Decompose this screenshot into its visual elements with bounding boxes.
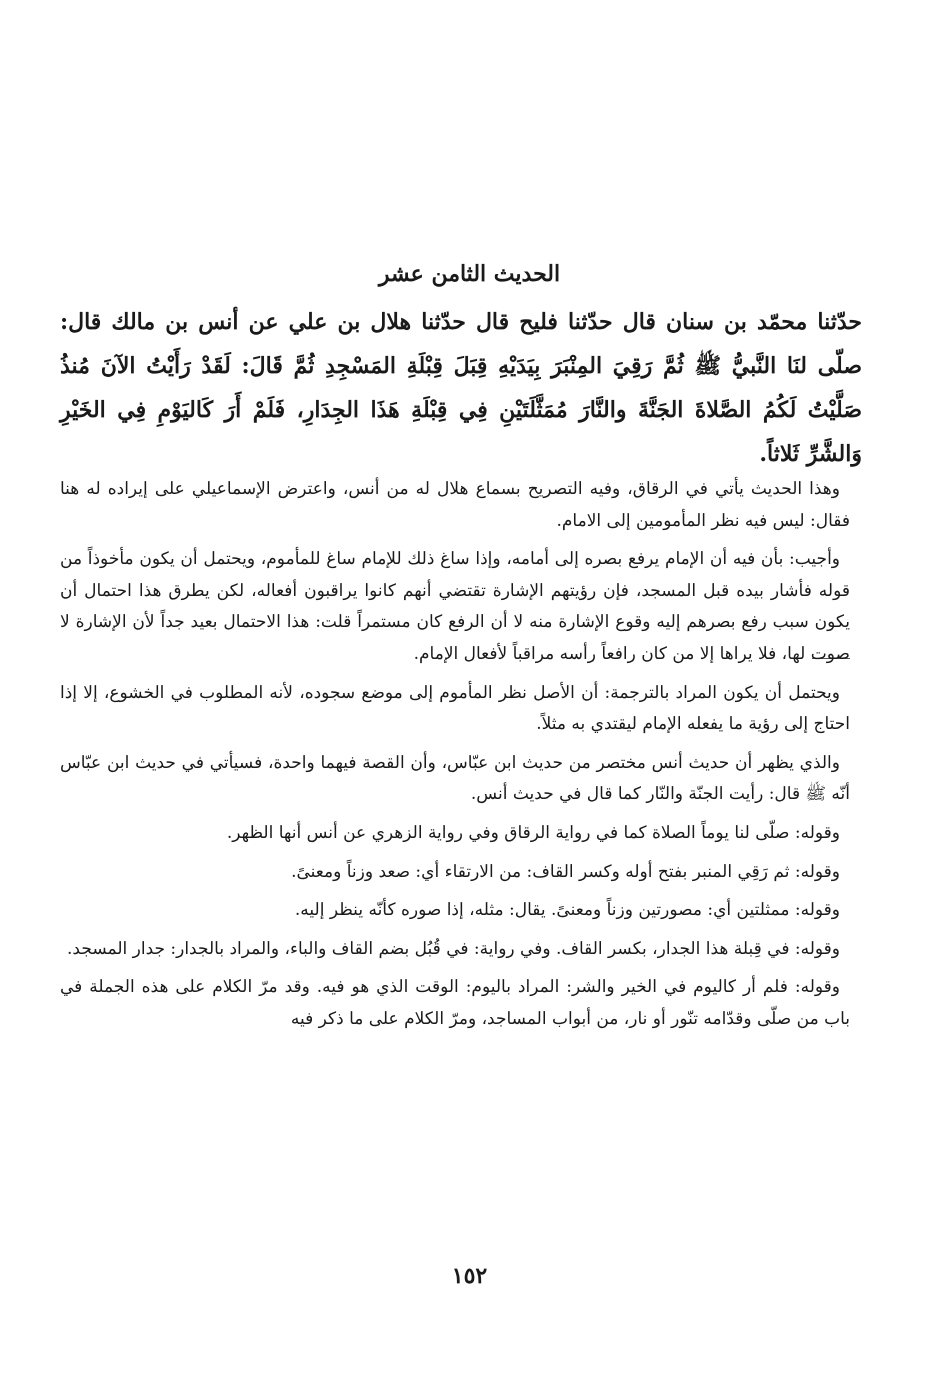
page-number: ١٥٢: [451, 1263, 488, 1289]
commentary: [60, 474, 850, 1043]
commentary-paragraph: وهذا الحديث يأتي في الرقاق، وفيه التصريح بسماع هلال له من أنس، واعترض الإسماعيلي على إيراده له هنا فقال: ليس فيه نظر المأمومين إلى الامام.: [60, 479, 850, 531]
section-title: الحديث الثامن عشر: [378, 261, 561, 287]
commentary-paragraph: وقوله: فلم أر كاليوم في الخير والشر: المراد باليوم: الوقت الذي هو فيه. وقد مرّ الكلام على هذه الجملة في باب من صلّى وقدّامه تنّور أو نار، من أبواب المساجد، ومرّ الكلام على ما ذكر فيه: [60, 977, 850, 1029]
hadith-matn: صلّى لنَا النَّبيُّ ﷺ ثُمَّ رَقِيَ المِنْبَرَ بِيَدَيْهِ قِبَلَ قِبْلَةِ المَسْجِدِ ثُمَّ قَالَ: لَقَدْ رَأَيْتُ الآنَ مُنذُ صَلَّيْتُ لَكُمُ الصَّلاةَ الجَنَّةَ والنَّارَ مُمَثَّلَتَيْنِ فِي قِبْلَةِ هَذَا الجِدَارِ، فَلَمْ أَرَ كَاليَوْمِ فِي الخَيْرِ وَالشَّرِّ ثَلاثاً.: [60, 353, 862, 467]
commentary-paragraph: وأجيب: بأن فيه أن الإمام يرفع بصره إلى أمامه، وإذا ساغ ذلك للإمام ساغ للمأموم، ويحتمل أن يكون مأخوذاً من قوله فأشار بيده قبل المسجد، فإن رؤيتهم الإشارة تقتضي أنهم كانوا يراقبون أفعاله، لكن يطرق هذا احتمال أن يكون سبب رفع بصرهم إليه وقوع الإشارة منه لا أن الرفع كان مستمراً قلت: هذا الاحتمال بعيد جداً لأن الإشارة لا صوت لها، فلا يراها إلا من كان رافعاً رأسه مراقباً لأفعال الإمام.: [60, 549, 850, 664]
commentary-paragraph: وقوله: صلّى لنا يوماً الصلاة كما في رواية الرقاق وفي رواية الزهري عن أنس أنها الظهر.: [226, 822, 840, 843]
hadith-text: [60, 300, 862, 476]
commentary-paragraph: وقوله: ثم رَقِي المنبر بفتح أوله وكسر القاف: من الارتقاء أي: صعد وزناً ومعنىً.: [291, 861, 840, 882]
commentary-paragraph: وقوله: ممثلتين أي: مصورتين وزناً ومعنىً. يقال: مثله، إذا صوره كأنّه ينظر إليه.: [294, 900, 840, 921]
commentary-paragraph: والذي يظهر أن حديث أنس مختصر من حديث ابن عبّاس، وأن القصة فيهما واحدة، فسيأتي في حديث ابن عبّاس أنّه ﷺ قال: رأيت الجنّة والنّار كما قال في حديث أنس.: [60, 752, 850, 805]
commentary-paragraph: ويحتمل أن يكون المراد بالترجمة: أن الأصل نظر المأموم إلى موضع سجوده، لأنه المطلوب في الخشوع، إلا إذا احتاج إلى رؤية ما يفعله الإمام ليقتدي به مثلاً.: [60, 682, 850, 735]
commentary-paragraph: وقوله: في قِبلة هذا الجدار، بكسر القاف. وفي رواية: في قُبُل بضم القاف والباء، والمراد بالجدار: جدار المسجد.: [67, 938, 840, 959]
hadith-isnad: حدّثنا محمّد بن سنان قال حدّثنا فليح قال حدّثنا هلال بن علي عن أنس بن مالك قال:: [60, 309, 862, 335]
